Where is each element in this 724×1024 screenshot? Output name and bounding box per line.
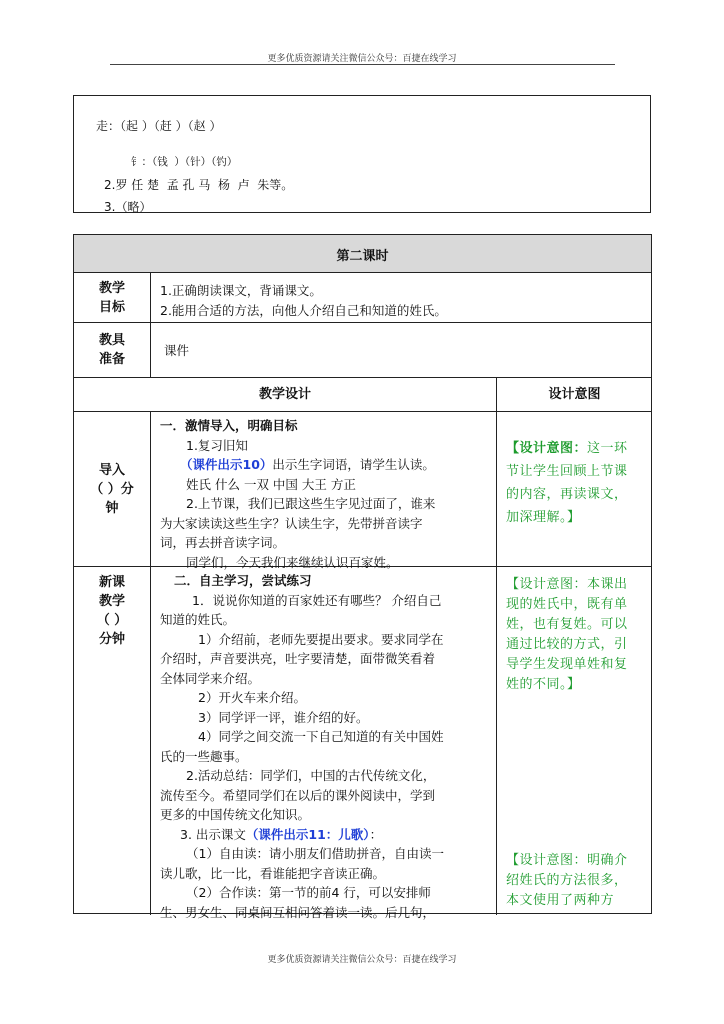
- new-para: 1．说说你知道的百家姓还有哪些？ 介绍自己: [192, 592, 442, 608]
- intent-text: 姓的不同。】: [506, 677, 581, 692]
- new-para: 读儿歌，比一比，看谁能把字音读正确。: [160, 865, 386, 881]
- intro-p3: 同学们，今天我们来继续认识百家姓。: [186, 554, 399, 570]
- intent-text: 本文使用了两种方: [506, 893, 615, 908]
- col-header-intent: 设计意图: [548, 387, 601, 402]
- new-para: 2.活动总结：同学们，中国的古代传统文化，: [186, 768, 436, 783]
- intro-words: 姓氏 什么 一双 中国 大王 方正: [186, 476, 356, 492]
- rule: [74, 411, 651, 412]
- new-para: 知道的姓氏。: [160, 612, 236, 627]
- rule: [74, 322, 651, 323]
- intent-text: 绍姓氏的方法很多，: [506, 873, 628, 888]
- goals-label-line: 教学: [98, 280, 125, 296]
- new-para: 生、男女生、同桌间互相问答着读一读。后几句，: [160, 904, 436, 920]
- new-label-line: 分钟: [98, 632, 125, 647]
- new-courseware-line: [160, 825, 492, 845]
- intent-text: 通过比较的方式，引: [506, 637, 628, 652]
- new-intent-2: [506, 851, 648, 911]
- intro-content: [160, 416, 490, 572]
- lesson-table: [73, 234, 652, 920]
- page-header: 更多优质资源请关注微信公众号：百捷在线学习: [267, 54, 457, 64]
- new-label-line: 新课: [98, 575, 125, 590]
- intro-label-line: 导入: [98, 462, 125, 478]
- intent-text: 导学生发现单姓和复: [506, 657, 628, 672]
- new-para: 更多的中国传统文化知识。: [160, 807, 311, 822]
- goal-item: 1.正确朗读课文，背诵课文。: [160, 283, 322, 298]
- new-para: 全体同学来介绍。: [160, 670, 261, 686]
- new-para: （2）合作读：第一节的前4 行，可以安排师: [186, 885, 431, 900]
- intro-p2: 2.上节课，我们已跟这些生字见过面了，谁来: [186, 496, 436, 511]
- new-para: 3）同学评一评，谁介绍的好。: [198, 709, 369, 725]
- intent-text: 姓，也有复姓。可以: [506, 617, 628, 632]
- intent-text: 的内容，再读课文，: [506, 487, 628, 502]
- header-rule: [110, 64, 615, 65]
- rule: [74, 272, 651, 273]
- courseware-ref: （课件出示11：儿歌）: [245, 826, 370, 842]
- new-time-label: [74, 573, 150, 653]
- intent-text: 【设计意图：本课出: [506, 577, 628, 592]
- new-para: 流传至今。希望同学们在以后的课外阅读中，学到: [160, 787, 436, 803]
- answer-line-4: 3.（略）: [104, 200, 152, 214]
- intent-text: 现的姓氏中，既有单: [506, 597, 628, 612]
- prep-label-line: 教具: [98, 333, 125, 348]
- courseware-ref: （课件出示10）: [180, 457, 273, 472]
- new-para: ：: [369, 826, 383, 842]
- prep-label-line: 准备: [98, 352, 125, 367]
- new-para: 4）同学之间交流一下自己知道的有关中国姓: [198, 729, 444, 744]
- answers-box: [73, 95, 651, 213]
- answer-line-1: 走：（起 ）（赶 ）（赵 ）: [96, 119, 222, 133]
- rule: [496, 377, 497, 915]
- intro-time-label: [74, 412, 150, 566]
- new-label-line: （ ）: [96, 613, 128, 628]
- goals-label-line: 目标: [98, 299, 125, 315]
- intro-courseware-line: [160, 455, 490, 475]
- new-para: 介绍时，声音要洪亮，吐字要清楚，面带微笑看着: [160, 651, 436, 666]
- prep-label: [74, 323, 150, 377]
- intent-text: 节让学生回顾上节课: [506, 464, 628, 479]
- new-para: 氏的一些趣事。: [160, 748, 248, 764]
- intro-heading: 一．激情导入，明确目标: [160, 418, 298, 433]
- intro-label-line: 钟: [105, 500, 119, 516]
- lesson-title: 第二课时: [74, 235, 651, 273]
- new-para: 2）开火车来介绍。: [198, 690, 306, 705]
- new-para: （1）自由读：请小朋友们借助拼音，自由读一: [186, 846, 444, 861]
- new-intent-1: [506, 575, 648, 695]
- rule: [150, 411, 151, 915]
- goals-label: [74, 273, 150, 322]
- page-footer: 更多优质资源请关注微信公众号：百捷在线学习: [267, 955, 457, 965]
- rule: [150, 272, 151, 377]
- goal-item: 2.能用合适的方法，向他人介绍自己和知道的姓氏。: [160, 302, 447, 318]
- intent-text: 加深理解。】: [506, 510, 581, 525]
- intro-review: 1.复习旧知: [186, 437, 248, 453]
- intro-intent: [506, 439, 646, 528]
- new-content: [160, 571, 492, 922]
- col-header-design: 教学设计: [258, 387, 311, 402]
- goals-text: [160, 281, 640, 320]
- intro-courseware-text: 出示生字词语，请学生认读。: [272, 457, 435, 472]
- intent-lead: 【设计意图：: [506, 441, 588, 456]
- intro-p2: 词，再去拼音读字词。: [160, 535, 286, 550]
- intent-text: 这一环: [587, 441, 628, 456]
- new-para: 1）介绍前，老师先要提出要求。要求同学在: [198, 631, 444, 647]
- new-label-line: 教学: [98, 594, 125, 609]
- new-para: 3. 出示课文: [180, 826, 246, 842]
- intro-label-line: （ ）分: [90, 481, 134, 497]
- prep-value: 课件: [164, 343, 190, 358]
- new-heading: 二．自主学习，尝试练习: [174, 573, 312, 588]
- answer-line-3: 2.罗 任 楚 孟 孔 马 杨 卢 朱等。: [104, 178, 294, 192]
- intent-text: 【设计意图：明确介: [506, 853, 628, 868]
- intro-p2: 为大家读读这些生字？认读生字，先带拼音读字: [160, 515, 423, 531]
- answer-line-2: 钅：（钱 ）（针）（钓）: [131, 156, 238, 168]
